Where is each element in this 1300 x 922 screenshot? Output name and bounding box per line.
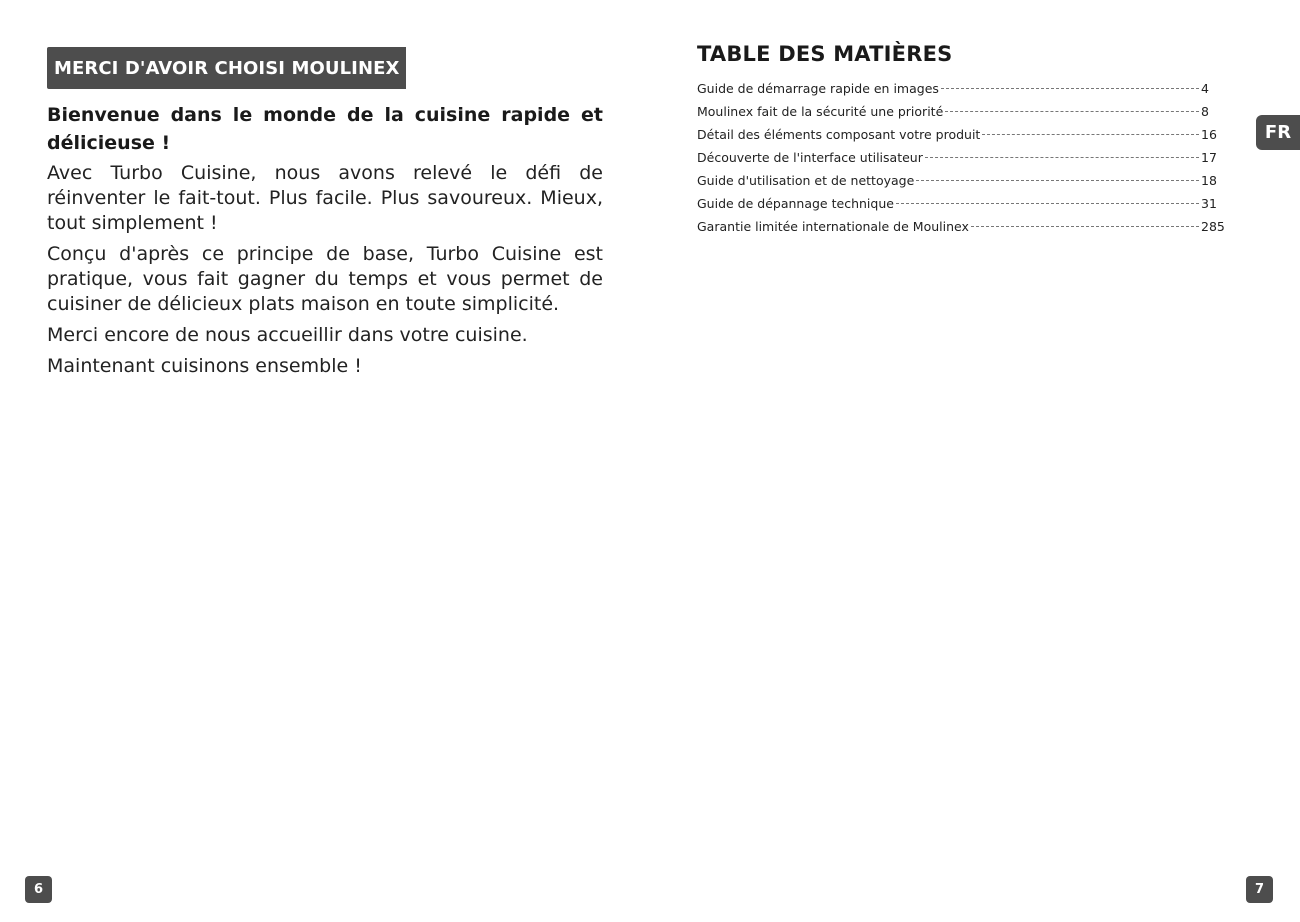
toc-leader-dots [916, 169, 1199, 181]
toc-entry[interactable] [697, 102, 1227, 125]
intro-paragraph: Merci encore de nous accueillir dans votre cuisine. [47, 324, 528, 346]
toc-entry[interactable] [697, 79, 1227, 102]
toc-entry-page: 18 [1201, 173, 1217, 188]
toc-entry-page: 31 [1201, 196, 1217, 211]
toc-title: TABLE DES MATIÈRES [697, 42, 953, 66]
toc-entry[interactable] [697, 217, 1227, 240]
table-of-contents [697, 79, 1227, 240]
toc-leader-dots [971, 215, 1199, 227]
toc-entry-label: Guide de dépannage technique [697, 196, 894, 211]
toc-entry[interactable] [697, 125, 1227, 148]
intro-heading: Bienvenue dans le monde de la cuisine rapide et délicieuse ! [47, 104, 603, 154]
toc-entry-label: Moulinex fait de la sécurité une priorité [697, 104, 944, 119]
toc-entry-page: 8 [1201, 104, 1209, 119]
toc-leader-dots [896, 192, 1199, 204]
toc-entry-page: 16 [1201, 127, 1217, 142]
page-number-right: 7 [1246, 876, 1273, 903]
toc-entry-page: 285 [1201, 219, 1225, 234]
right-page [650, 0, 1300, 922]
toc-entry-label: Garantie limitée internationale de Moulinex [697, 219, 969, 234]
toc-entry[interactable] [697, 148, 1227, 171]
toc-leader-dots [982, 123, 1199, 135]
toc-entry-page: 4 [1201, 81, 1209, 96]
language-tab[interactable]: FR [1256, 115, 1300, 150]
intro-paragraph: Avec Turbo Cuisine, nous avons relevé le défi de réinventer le fait-tout. Plus facile. Plus savoureux. Mieux, tout simplement ! [47, 162, 603, 234]
section-banner: MERCI D'AVOIR CHOISI MOULINEX [47, 47, 406, 89]
toc-entry-label: Détail des éléments composant votre produit [697, 127, 981, 142]
toc-entry-label: Guide de démarrage rapide en images [697, 81, 939, 96]
toc-entry[interactable] [697, 171, 1227, 194]
toc-entry-label: Guide d'utilisation et de nettoyage [697, 173, 915, 188]
intro-text [47, 101, 603, 385]
toc-entry[interactable] [697, 194, 1227, 217]
page-number-left: 6 [25, 876, 52, 903]
toc-leader-dots [945, 100, 1199, 112]
toc-leader-dots [941, 77, 1199, 89]
toc-leader-dots [925, 146, 1199, 158]
intro-paragraph: Maintenant cuisinons ensemble ! [47, 355, 362, 377]
toc-entry-page: 17 [1201, 150, 1217, 165]
intro-paragraph: Conçu d'après ce principe de base, Turbo Cuisine est pratique, vous fait gagner du temps et vous permet de cuisiner de délicieux plats maison en toute simplicité. [47, 243, 603, 315]
toc-entry-label: Découverte de l'interface utilisateur [697, 150, 923, 165]
